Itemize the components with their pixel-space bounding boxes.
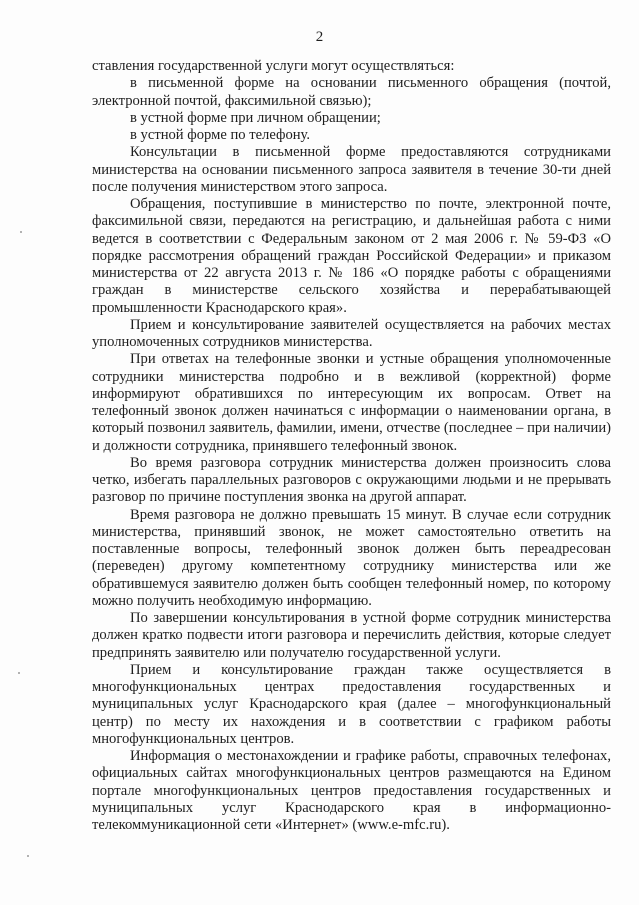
- paragraph-written-form: в письменной форме на основании письменного обращения (почтой, электронной почтой, факсимильной связью);: [92, 75, 611, 109]
- scan-speck: [20, 231, 22, 233]
- paragraph-conversation-rules: Во время разговора сотрудник министерства должен произносить слова четко, избегать параллельных разговоров с окружающими людьми и не прерывать разговор по причине поступления звонка на другой аппарат.: [92, 454, 611, 506]
- page-number: 2: [315, 29, 324, 45]
- paragraph-oral-by-phone: в устной форме по телефону.: [130, 127, 311, 143]
- paragraph-phone-answers: При ответах на телефонные звонки и устные обращения уполномоченные сотрудники министерства подробно и в вежливой (корректной) форме информируют обратившихся по интересующим их вопросам. Ответ на телефонный звонок должен начинаться с информации о наименовании органа, в который позвонил заявитель, фамилии, имени, отчестве (последнее – при наличии) и должности сотрудника, принявшего телефонный звонок.: [92, 351, 611, 454]
- paragraph-call-duration: Время разговора не должно превышать 15 минут. В случае если сотрудник министерства, принявший звонок, не может самостоятельно ответить на поставленные вопросы, телефонный звонок должен быть переадресован (переведен) другому компетентному сотруднику министерства или же обратившемуся заявителю должен быть сообщен телефонный номер, по которому можно получить необходимую информацию.: [92, 506, 611, 609]
- paragraph-incoming-requests: Обращения, поступившие в министерство по почте, электронной почте, факсимильной связи, передаются на регистрацию, и дальнейшая работа с ними ведется в соответствии с Федеральным законом от 2 мая 2006 г. № 59-ФЗ «О порядке рассмотрения обращений граждан Российской Федерации» и приказом министерства от 22 августа 2013 г. № 186 «О порядке работы с обращениями граждан в министерстве сельского хозяйства и перерабатывающей промышленности Краснодарского края».: [92, 196, 611, 316]
- paragraph-consultation-summary: По завершении консультирования в устной форме сотрудник министерства должен кратко подвести итоги разговора и перечислить действия, которые следует предпринять заявителю или получателю государственной услуги.: [92, 610, 611, 661]
- paragraph-continuation: ставления государственной услуги могут осуществляться:: [92, 58, 455, 74]
- paragraph-mfc-information: Информация о местонахождении и графике работы, справочных телефонах, официальных сайтах многофункциональных центров размещаются на Едином портале многофункциональных центров предоставления государственных и муниципальных услуг Краснодарского края в информационно-телекоммуникационной сети «Интернет» (www.e-mfc.ru).: [92, 748, 611, 833]
- paragraph-oral-in-person: в устной форме при личном обращении;: [130, 109, 381, 126]
- paragraph-reception: Прием и консультирование заявителей осуществляется на рабочих местах уполномоченных сотрудников министерства.: [92, 316, 611, 350]
- scan-speck: [18, 672, 20, 674]
- scan-speck: [27, 855, 29, 857]
- document-body: [92, 58, 611, 834]
- paragraph-written-consultations: Консультации в письменной форме предоставляются сотрудниками министерства на основании письменного запроса заявителя в течение 30-ти дней после получения министерством этого запроса.: [92, 144, 611, 195]
- paragraph-mfc-reception: Прием и консультирование граждан также осуществляется в многофункциональных центрах предоставления государственных и муниципальных услуг Краснодарского края (далее – многофункциональный центр) по месту их нахождения и в соответствии с графиком работы многофункциональных центров.: [92, 661, 611, 747]
